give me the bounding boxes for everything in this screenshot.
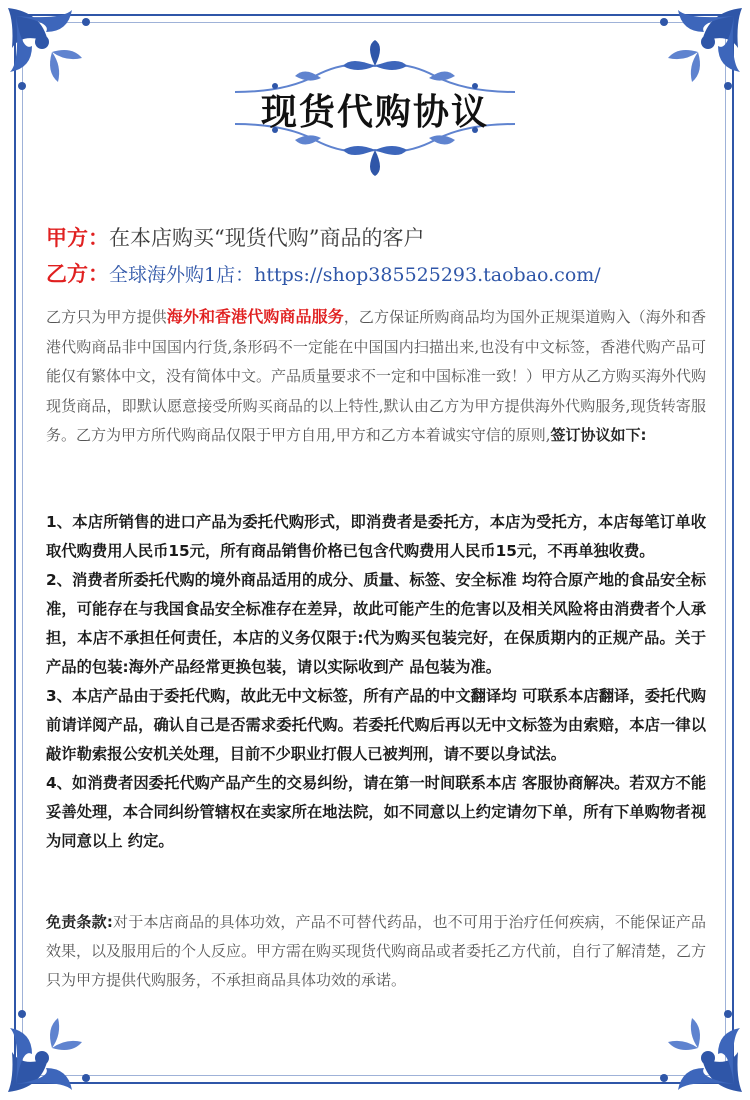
page-title: 现货代购协议	[260, 92, 489, 133]
clause-2: 2、消费者所委托代购的境外商品适用的成分、质量、标签、安全标准 均符合原产地的食品安全标准，可能存在与我国食品安全标准存在差异，故此可能产生的危害以及相关风险将由消费者个人承担，本店不承担任何责任，本店的义务仅限于:代为购买包装完好，在保质期内的正规产品。关于产品的包装:海外产品经常更换包装，请以实际收到产 品包装为准。	[46, 571, 706, 676]
party-a-line	[46, 222, 424, 252]
clause-3: 3、本店产品由于委托代购，故此无中文标签，所有产品的中文翻译均 可联系本店翻译，委托代购前请详阅产品，确认自己是否需求委托代购。若委托代购后再以无中文标签为由索赔，本店一律以敲诈勒索报公安机关处理，目前不少职业打假人已被判刑，请不要以身试法。	[46, 687, 706, 763]
clause-4: 4、如消费者因委托代购产品产生的交易纠纷，请在第一时间联系本店 客服协商解决。若双方不能妥善处理，本合同纠纷管辖权在卖家所在地法院，如不同意以上约定请勿下单，所有下单购物者视为同意以上 约定。	[46, 774, 706, 850]
disclaimer-paragraph	[46, 908, 706, 995]
intro-highlight: 海外和香港代购商品服务	[166, 307, 344, 326]
disclaimer-label: 免责条款:	[46, 913, 113, 931]
party-b-line	[46, 258, 601, 288]
intro-text-1: 乙方只为甲方提供	[46, 308, 167, 326]
corner-ornament-bottom-right	[652, 1002, 748, 1098]
corner-ornament-bottom-left	[2, 1002, 98, 1098]
intro-text-2: ，乙方保证所购商品均为国外正规渠道购入（海外和香港代购商品非中国国内行货,条形码不一定能在中国国内扫描出来,也没有中文标签，香港代购产品可能仅有繁体中文，没有简体中文。产品质量要求不一定和中国标准一致！）甲方从乙方购买海外代购现货商品，即默认愿意接受所购买商品的以上特性,默认由乙方为甲方提供海外代购服务,现货转寄服务。乙方为甲方所代购商品仅限于甲方自用,甲方和乙方本着诚实守信的原则,	[46, 308, 707, 444]
party-b-value: 全球海外购1店：https://shop385525293.taobao.com/	[109, 264, 601, 286]
disclaimer-text: 对于本店商品的具体功效，产品不可替代药品，也不可用于治疗任何疾病，不能保证产品效果，以及服用后的个人反应。甲方需在购买现货代购商品或者委托乙方代前，自行了解清楚，乙方只为甲方提供代购服务，不承担商品具体功效的承诺。	[46, 913, 707, 989]
party-a-label: 甲方：	[46, 226, 109, 250]
intro-bold-end: 签订协议如下:	[550, 426, 647, 444]
clause-list	[46, 508, 706, 856]
clause-1: 1、本店所销售的进口产品为委托代购形式，即消费者是委托方，本店为受托方，本店每笔订单收取代购费用人民币15元，所有商品销售价格已包含代购费用人民币15元，不再单独收费。	[46, 513, 706, 560]
party-b-label: 乙方：	[46, 262, 109, 286]
party-a-value: 在本店购买“现货代购”商品的客户	[109, 226, 425, 250]
intro-paragraph	[46, 302, 706, 451]
